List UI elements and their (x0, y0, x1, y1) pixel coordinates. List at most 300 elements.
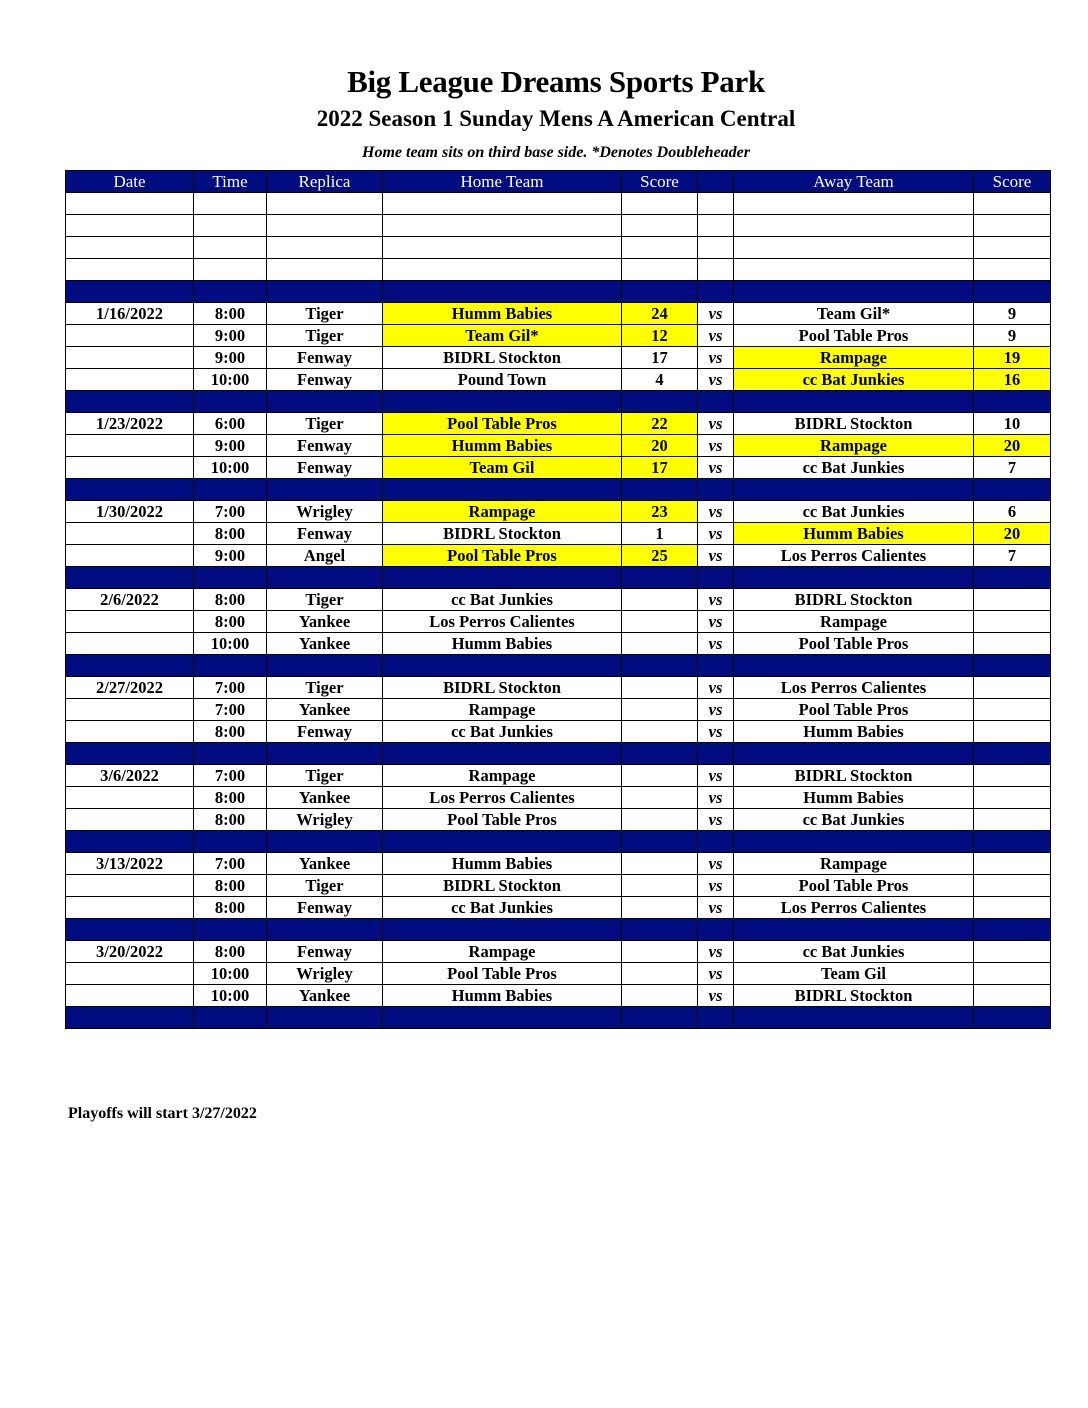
header-home-team: Home Team (383, 171, 622, 193)
replica-cell (267, 831, 383, 853)
time-cell: 8:00 (194, 523, 267, 545)
away-team-cell (734, 193, 974, 215)
header-date: Date (66, 171, 194, 193)
date-cell (66, 435, 194, 457)
replica-cell: Fenway (267, 721, 383, 743)
away-team-cell: BIDRL Stockton (734, 985, 974, 1007)
date-cell (66, 963, 194, 985)
time-cell (194, 237, 267, 259)
away-team-cell: Pool Table Pros (734, 875, 974, 897)
home-team-cell: Pound Town (383, 369, 622, 391)
replica-cell: Fenway (267, 941, 383, 963)
away-score-cell (974, 787, 1051, 809)
home-score-cell (622, 391, 698, 413)
time-cell: 7:00 (194, 699, 267, 721)
away-team-cell: Humm Babies (734, 787, 974, 809)
separator-row (66, 743, 1051, 765)
time-cell (194, 391, 267, 413)
away-score-cell (974, 985, 1051, 1007)
home-score-cell (622, 567, 698, 589)
replica-cell (267, 1007, 383, 1029)
home-score-cell (622, 655, 698, 677)
game-row (66, 897, 1051, 919)
vs-cell: vs (698, 303, 734, 325)
vs-cell (698, 1007, 734, 1029)
replica-cell: Wrigley (267, 963, 383, 985)
vs-cell: vs (698, 941, 734, 963)
home-team-cell: BIDRL Stockton (383, 523, 622, 545)
time-cell: 7:00 (194, 677, 267, 699)
away-score-cell (974, 853, 1051, 875)
away-score-cell (974, 589, 1051, 611)
header-away-team: Away Team (734, 171, 974, 193)
header-time: Time (194, 171, 267, 193)
date-cell (66, 1007, 194, 1029)
time-cell: 10:00 (194, 369, 267, 391)
game-row (66, 413, 1051, 435)
away-team-cell (734, 655, 974, 677)
replica-cell: Fenway (267, 369, 383, 391)
time-cell: 8:00 (194, 303, 267, 325)
date-cell (66, 721, 194, 743)
date-cell: 1/16/2022 (66, 303, 194, 325)
blank-row (66, 259, 1051, 281)
game-row (66, 787, 1051, 809)
game-row (66, 875, 1051, 897)
schedule-note: Home team sits on third base side. *Denotes Doubleheader (362, 144, 750, 161)
away-score-cell: 19 (974, 347, 1051, 369)
vs-cell: vs (698, 699, 734, 721)
home-score-cell (622, 281, 698, 303)
away-score-cell (974, 809, 1051, 831)
home-score-cell: 17 (622, 457, 698, 479)
home-score-cell: 12 (622, 325, 698, 347)
date-cell (66, 919, 194, 941)
time-cell: 9:00 (194, 545, 267, 567)
home-team-cell: cc Bat Junkies (383, 897, 622, 919)
replica-cell (267, 259, 383, 281)
away-score-cell (974, 941, 1051, 963)
home-score-cell (622, 985, 698, 1007)
away-score-cell (974, 765, 1051, 787)
home-score-cell (622, 479, 698, 501)
date-cell (66, 545, 194, 567)
replica-cell: Tiger (267, 765, 383, 787)
time-cell: 10:00 (194, 985, 267, 1007)
home-score-cell (622, 721, 698, 743)
away-score-cell (974, 963, 1051, 985)
home-team-cell: Pool Table Pros (383, 963, 622, 985)
time-cell: 8:00 (194, 941, 267, 963)
home-team-cell: Rampage (383, 765, 622, 787)
replica-cell: Fenway (267, 897, 383, 919)
home-score-cell: 22 (622, 413, 698, 435)
replica-cell (267, 237, 383, 259)
header-replica: Replica (267, 171, 383, 193)
home-score-cell (622, 193, 698, 215)
date-cell (66, 457, 194, 479)
game-row (66, 963, 1051, 985)
home-team-cell: Pool Table Pros (383, 809, 622, 831)
home-team-cell (383, 1007, 622, 1029)
away-score-cell (974, 897, 1051, 919)
home-team-cell: Pool Table Pros (383, 545, 622, 567)
game-row (66, 523, 1051, 545)
home-score-cell (622, 853, 698, 875)
date-cell: 3/13/2022 (66, 853, 194, 875)
date-cell (66, 655, 194, 677)
blank-row (66, 237, 1051, 259)
replica-cell: Yankee (267, 853, 383, 875)
game-row (66, 457, 1051, 479)
home-score-cell (622, 963, 698, 985)
away-score-cell: 9 (974, 303, 1051, 325)
vs-cell: vs (698, 523, 734, 545)
home-team-cell (383, 215, 622, 237)
away-team-cell (734, 567, 974, 589)
vs-cell (698, 281, 734, 303)
home-score-cell (622, 919, 698, 941)
home-team-cell: Los Perros Calientes (383, 611, 622, 633)
game-row (66, 853, 1051, 875)
away-score-cell (974, 391, 1051, 413)
away-team-cell: cc Bat Junkies (734, 941, 974, 963)
home-score-cell (622, 633, 698, 655)
home-team-cell: Rampage (383, 501, 622, 523)
time-cell: 10:00 (194, 457, 267, 479)
home-team-cell (383, 193, 622, 215)
away-score-cell: 7 (974, 545, 1051, 567)
replica-cell: Yankee (267, 787, 383, 809)
away-score-cell (974, 633, 1051, 655)
date-cell (66, 743, 194, 765)
home-team-cell (383, 281, 622, 303)
replica-cell (267, 567, 383, 589)
away-score-cell: 16 (974, 369, 1051, 391)
home-team-cell (383, 259, 622, 281)
header-away-score: Score (974, 171, 1051, 193)
home-score-cell: 4 (622, 369, 698, 391)
separator-row (66, 567, 1051, 589)
game-row (66, 633, 1051, 655)
away-team-cell: BIDRL Stockton (734, 589, 974, 611)
away-team-cell: BIDRL Stockton (734, 765, 974, 787)
home-team-cell: BIDRL Stockton (383, 347, 622, 369)
time-cell (194, 831, 267, 853)
vs-cell (698, 259, 734, 281)
replica-cell: Yankee (267, 985, 383, 1007)
home-team-cell: Humm Babies (383, 633, 622, 655)
replica-cell: Wrigley (267, 809, 383, 831)
home-score-cell (622, 897, 698, 919)
home-score-cell (622, 831, 698, 853)
home-score-cell: 20 (622, 435, 698, 457)
replica-cell: Fenway (267, 523, 383, 545)
game-row (66, 699, 1051, 721)
home-score-cell: 1 (622, 523, 698, 545)
game-row (66, 435, 1051, 457)
date-cell (66, 347, 194, 369)
home-team-cell: Rampage (383, 941, 622, 963)
time-cell (194, 1007, 267, 1029)
game-row (66, 721, 1051, 743)
time-cell (194, 567, 267, 589)
replica-cell: Fenway (267, 347, 383, 369)
vs-cell: vs (698, 457, 734, 479)
away-team-cell (734, 215, 974, 237)
date-cell (66, 369, 194, 391)
header-vs (698, 171, 734, 193)
separator-row (66, 281, 1051, 303)
replica-cell (267, 479, 383, 501)
away-team-cell (734, 237, 974, 259)
time-cell (194, 479, 267, 501)
schedule-table (65, 170, 1051, 1029)
date-cell (66, 479, 194, 501)
away-team-cell (734, 479, 974, 501)
away-team-cell: Humm Babies (734, 721, 974, 743)
game-row (66, 369, 1051, 391)
home-team-cell: BIDRL Stockton (383, 677, 622, 699)
home-score-cell (622, 875, 698, 897)
away-score-cell (974, 193, 1051, 215)
replica-cell (267, 281, 383, 303)
away-score-cell (974, 1007, 1051, 1029)
date-cell: 3/6/2022 (66, 765, 194, 787)
home-team-cell (383, 237, 622, 259)
home-team-cell: Pool Table Pros (383, 413, 622, 435)
away-team-cell: Rampage (734, 853, 974, 875)
replica-cell (267, 215, 383, 237)
home-team-cell: Team Gil (383, 457, 622, 479)
home-team-cell (383, 567, 622, 589)
away-score-cell (974, 259, 1051, 281)
away-team-cell: Pool Table Pros (734, 699, 974, 721)
replica-cell: Yankee (267, 699, 383, 721)
away-team-cell: Team Gil* (734, 303, 974, 325)
away-score-cell (974, 677, 1051, 699)
replica-cell: Tiger (267, 325, 383, 347)
away-score-cell (974, 875, 1051, 897)
time-cell: 9:00 (194, 347, 267, 369)
vs-cell: vs (698, 501, 734, 523)
replica-cell: Yankee (267, 611, 383, 633)
replica-cell (267, 193, 383, 215)
vs-cell (698, 215, 734, 237)
time-cell (194, 743, 267, 765)
home-score-cell (622, 611, 698, 633)
game-row (66, 347, 1051, 369)
away-score-cell (974, 831, 1051, 853)
away-team-cell (734, 743, 974, 765)
time-cell (194, 215, 267, 237)
time-cell (194, 259, 267, 281)
time-cell: 8:00 (194, 611, 267, 633)
replica-cell: Tiger (267, 303, 383, 325)
away-score-cell (974, 699, 1051, 721)
time-cell: 8:00 (194, 589, 267, 611)
date-cell (66, 875, 194, 897)
home-score-cell (622, 215, 698, 237)
away-score-cell (974, 215, 1051, 237)
away-team-cell: Los Perros Calientes (734, 897, 974, 919)
header-row (66, 171, 1051, 193)
game-row (66, 985, 1051, 1007)
header-home-score: Score (622, 171, 698, 193)
game-row (66, 325, 1051, 347)
away-team-cell: Pool Table Pros (734, 325, 974, 347)
game-row (66, 545, 1051, 567)
home-team-cell (383, 479, 622, 501)
home-team-cell (383, 831, 622, 853)
vs-cell: vs (698, 435, 734, 457)
away-team-cell (734, 259, 974, 281)
date-cell (66, 237, 194, 259)
away-team-cell: BIDRL Stockton (734, 413, 974, 435)
away-team-cell: cc Bat Junkies (734, 501, 974, 523)
replica-cell: Tiger (267, 413, 383, 435)
home-team-cell: cc Bat Junkies (383, 589, 622, 611)
home-score-cell (622, 699, 698, 721)
away-team-cell: cc Bat Junkies (734, 809, 974, 831)
date-cell (66, 215, 194, 237)
away-team-cell (734, 1007, 974, 1029)
game-row (66, 303, 1051, 325)
vs-cell (698, 831, 734, 853)
date-cell: 2/6/2022 (66, 589, 194, 611)
away-team-cell: Rampage (734, 611, 974, 633)
home-score-cell (622, 259, 698, 281)
away-team-cell: Rampage (734, 435, 974, 457)
date-cell: 2/27/2022 (66, 677, 194, 699)
time-cell: 8:00 (194, 875, 267, 897)
time-cell: 8:00 (194, 787, 267, 809)
time-cell: 10:00 (194, 963, 267, 985)
time-cell: 7:00 (194, 853, 267, 875)
home-score-cell (622, 677, 698, 699)
away-team-cell (734, 281, 974, 303)
home-team-cell: Los Perros Calientes (383, 787, 622, 809)
time-cell: 9:00 (194, 325, 267, 347)
vs-cell: vs (698, 809, 734, 831)
vs-cell: vs (698, 875, 734, 897)
replica-cell: Tiger (267, 589, 383, 611)
replica-cell: Fenway (267, 457, 383, 479)
home-team-cell: Rampage (383, 699, 622, 721)
away-team-cell (734, 831, 974, 853)
game-row (66, 611, 1051, 633)
vs-cell: vs (698, 897, 734, 919)
replica-cell: Tiger (267, 875, 383, 897)
date-cell (66, 281, 194, 303)
time-cell: 9:00 (194, 435, 267, 457)
home-team-cell: Team Gil* (383, 325, 622, 347)
away-score-cell: 20 (974, 523, 1051, 545)
game-row (66, 677, 1051, 699)
away-score-cell (974, 919, 1051, 941)
separator-row (66, 831, 1051, 853)
separator-row (66, 479, 1051, 501)
vs-cell: vs (698, 413, 734, 435)
home-team-cell (383, 743, 622, 765)
away-score-cell (974, 743, 1051, 765)
home-score-cell (622, 237, 698, 259)
vs-cell (698, 743, 734, 765)
time-cell (194, 281, 267, 303)
home-score-cell (622, 589, 698, 611)
away-team-cell: Los Perros Calientes (734, 677, 974, 699)
vs-cell (698, 391, 734, 413)
away-score-cell (974, 721, 1051, 743)
away-score-cell (974, 567, 1051, 589)
time-cell: 6:00 (194, 413, 267, 435)
date-cell (66, 809, 194, 831)
home-score-cell: 23 (622, 501, 698, 523)
away-score-cell: 20 (974, 435, 1051, 457)
vs-cell: vs (698, 633, 734, 655)
schedule-body (66, 193, 1051, 1029)
home-score-cell (622, 765, 698, 787)
date-cell: 3/20/2022 (66, 941, 194, 963)
playoffs-note: Playoffs will start 3/27/2022 (68, 1105, 257, 1122)
home-team-cell (383, 919, 622, 941)
replica-cell: Yankee (267, 633, 383, 655)
page-subtitle: 2022 Season 1 Sunday Mens A American Central (316, 106, 796, 131)
replica-cell (267, 655, 383, 677)
date-cell (66, 325, 194, 347)
time-cell (194, 919, 267, 941)
date-cell (66, 391, 194, 413)
date-cell (66, 567, 194, 589)
date-cell (66, 523, 194, 545)
away-score-cell: 7 (974, 457, 1051, 479)
date-cell (66, 633, 194, 655)
date-cell (66, 897, 194, 919)
date-cell (66, 985, 194, 1007)
away-score-cell: 6 (974, 501, 1051, 523)
home-score-cell (622, 941, 698, 963)
away-team-cell: Team Gil (734, 963, 974, 985)
date-cell (66, 787, 194, 809)
time-cell: 8:00 (194, 721, 267, 743)
vs-cell: vs (698, 611, 734, 633)
home-team-cell: Humm Babies (383, 853, 622, 875)
away-score-cell (974, 281, 1051, 303)
home-team-cell: Humm Babies (383, 303, 622, 325)
vs-cell: vs (698, 545, 734, 567)
date-cell (66, 831, 194, 853)
home-team-cell (383, 391, 622, 413)
vs-cell: vs (698, 369, 734, 391)
away-score-cell: 9 (974, 325, 1051, 347)
home-score-cell (622, 1007, 698, 1029)
vs-cell (698, 193, 734, 215)
time-cell (194, 655, 267, 677)
replica-cell: Fenway (267, 435, 383, 457)
separator-row (66, 919, 1051, 941)
replica-cell: Wrigley (267, 501, 383, 523)
vs-cell (698, 655, 734, 677)
time-cell: 7:00 (194, 765, 267, 787)
page-title: Big League Dreams Sports Park (347, 64, 765, 99)
away-score-cell (974, 479, 1051, 501)
vs-cell: vs (698, 347, 734, 369)
vs-cell: vs (698, 853, 734, 875)
replica-cell: Tiger (267, 677, 383, 699)
time-cell: 8:00 (194, 809, 267, 831)
home-score-cell: 25 (622, 545, 698, 567)
away-team-cell (734, 919, 974, 941)
